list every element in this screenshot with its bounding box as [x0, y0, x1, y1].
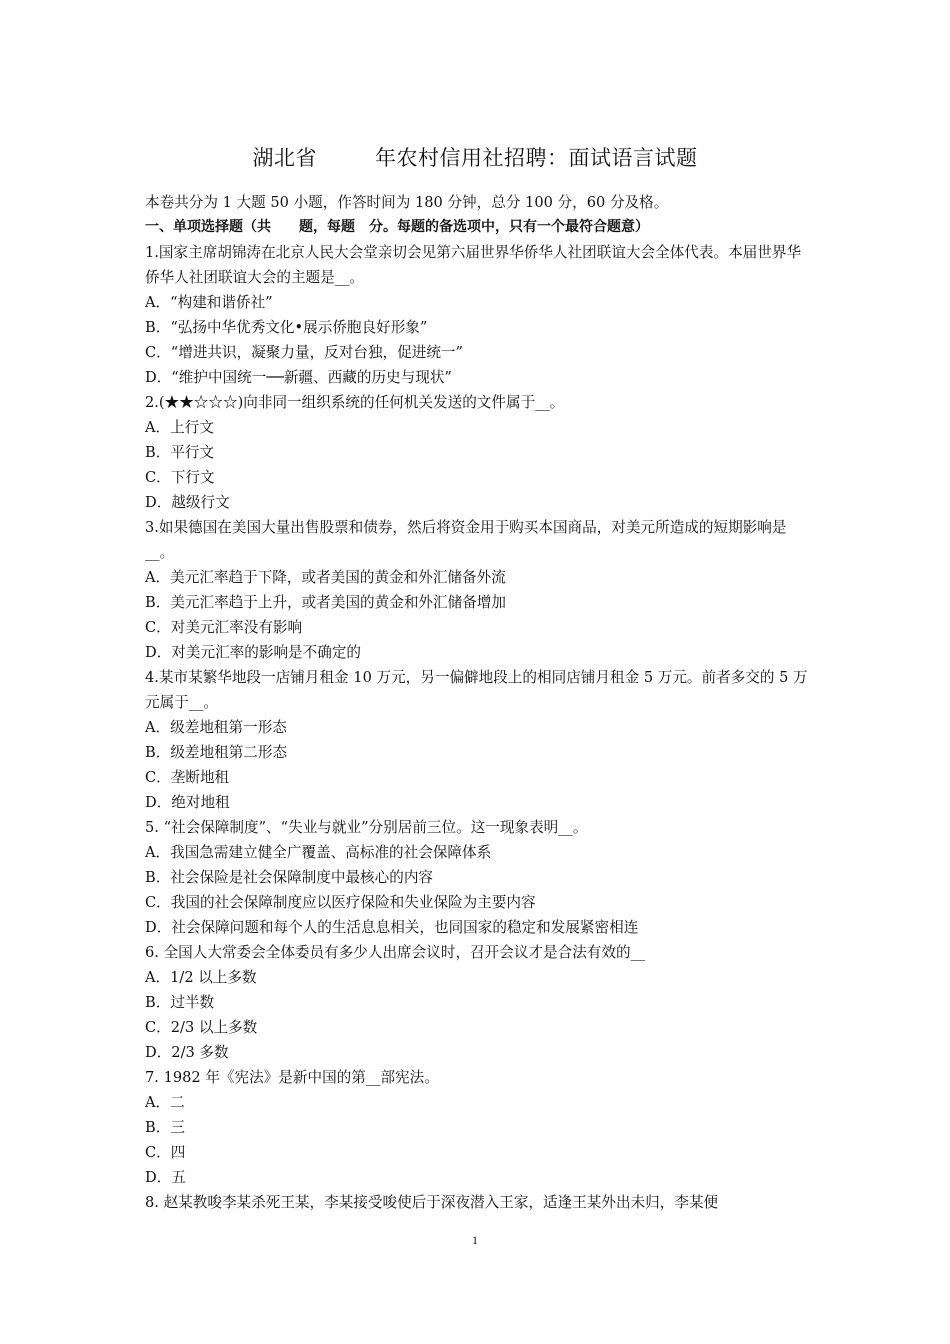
- question-item: [145, 1190, 815, 1215]
- question-list: [145, 240, 815, 1215]
- question-stem: 2.(★★☆☆☆)向非同一组织系统的任何机关发送的文件属于__。: [145, 394, 565, 411]
- question-item: [145, 1065, 815, 1190]
- answer-option: D．2/3 多数: [145, 1044, 229, 1061]
- question-stem: 8. 赵某教唆李某杀死王某，李某接受唆使后于深夜潜入王家，适逢王某外出未归，李某便: [145, 1194, 719, 1211]
- answer-option: C．垄断地租: [145, 769, 230, 786]
- answer-option: A．我国急需建立健全广覆盖、高标准的社会保障体系: [145, 844, 492, 861]
- answer-option: B．级差地租第二形态: [145, 744, 288, 761]
- answer-option: C．2/3 以上多数: [145, 1019, 258, 1036]
- question-stem: 7. 1982 年《宪法》是新中国的第__部宪法。: [145, 1069, 439, 1086]
- answer-option: A．级差地租第一形态: [145, 719, 287, 736]
- answer-option: C．“增进共识，凝聚力量，反对台独，促进统一”: [145, 344, 463, 361]
- answer-option: D．绝对地租: [145, 794, 230, 811]
- question-stem: 3.如果德国在美国大量出售股票和债券，然后将资金用于购买本国商品，对美元所造成的短期影响是__。: [145, 519, 787, 561]
- intro-text: 本卷共分为 1 大题 50 小题，作答时间为 180 分钟，总分 100 分，60 分及格。: [145, 194, 669, 211]
- question-item: [145, 240, 815, 390]
- document-body: [145, 190, 815, 1215]
- title-province: 湖北省: [252, 146, 317, 170]
- answer-option: D．越级行文: [145, 494, 230, 511]
- answer-option: A．美元汇率趋于下降，或者美国的黄金和外汇储备外流: [145, 569, 506, 586]
- answer-option: A．“构建和谐侨社”: [145, 294, 273, 311]
- answer-option: B．社会保险是社会保障制度中最核心的内容: [145, 869, 434, 886]
- answer-option: D．“维护中国统一──新疆、西藏的历史与现状”: [145, 369, 452, 386]
- question-item: [145, 515, 815, 665]
- answer-option: A．1/2 以上多数: [145, 969, 257, 986]
- title-main: 年农村信用社招聘：面试语言试题: [375, 146, 698, 170]
- question-stem: 1.国家主席胡锦涛在北京人民大会堂亲切会见第六届世界华侨华人社团联谊大会全体代表。本届世界华侨华人社团联谊大会的主题是__。: [145, 244, 802, 286]
- answer-option: B．平行文: [145, 444, 215, 461]
- answer-option: B．三: [145, 1119, 185, 1136]
- page-number: 1: [472, 1233, 478, 1247]
- question-item: [145, 815, 815, 940]
- answer-option: C．四: [145, 1144, 186, 1161]
- answer-option: C．对美元汇率没有影响: [145, 619, 303, 636]
- answer-option: B．过半数: [145, 994, 215, 1011]
- answer-option: A．上行文: [145, 419, 214, 436]
- question-stem: 6. 全国人大常委会全体委员有多少人出席会议时，召开会议才是合法有效的__: [145, 944, 646, 961]
- section-heading: 一、单项选择题（共 题，每题 分。每题的备选项中，只有一个最符合题意）: [145, 219, 649, 235]
- question-item: [145, 665, 815, 815]
- answer-option: D．社会保障问题和每个人的生活息息相关，也同国家的稳定和发展紧密相连: [145, 919, 639, 936]
- answer-option: D．五: [145, 1169, 186, 1186]
- question-stem: 4.某市某繁华地段一店铺月租金 10 万元，另一偏僻地段上的相同店铺月租金 5 万元。前者多交的 5 万元属于__。: [145, 669, 808, 711]
- answer-option: C．我国的社会保障制度应以医疗保险和失业保险为主要内容: [145, 894, 536, 911]
- answer-option: C．下行文: [145, 469, 215, 486]
- answer-option: A．二: [145, 1094, 185, 1111]
- answer-option: B．“弘扬中华优秀文化•展示侨胞良好形象”: [145, 319, 428, 336]
- page-title: [0, 142, 950, 172]
- answer-option: B．美元汇率趋于上升，或者美国的黄金和外汇储备增加: [145, 594, 506, 611]
- question-item: [145, 390, 815, 515]
- question-item: [145, 940, 815, 1065]
- answer-option: D．对美元汇率的影响是不确定的: [145, 644, 362, 661]
- question-stem: 5. “社会保障制度”、“失业与就业”分别居前三位。这一现象表明__。: [145, 819, 588, 836]
